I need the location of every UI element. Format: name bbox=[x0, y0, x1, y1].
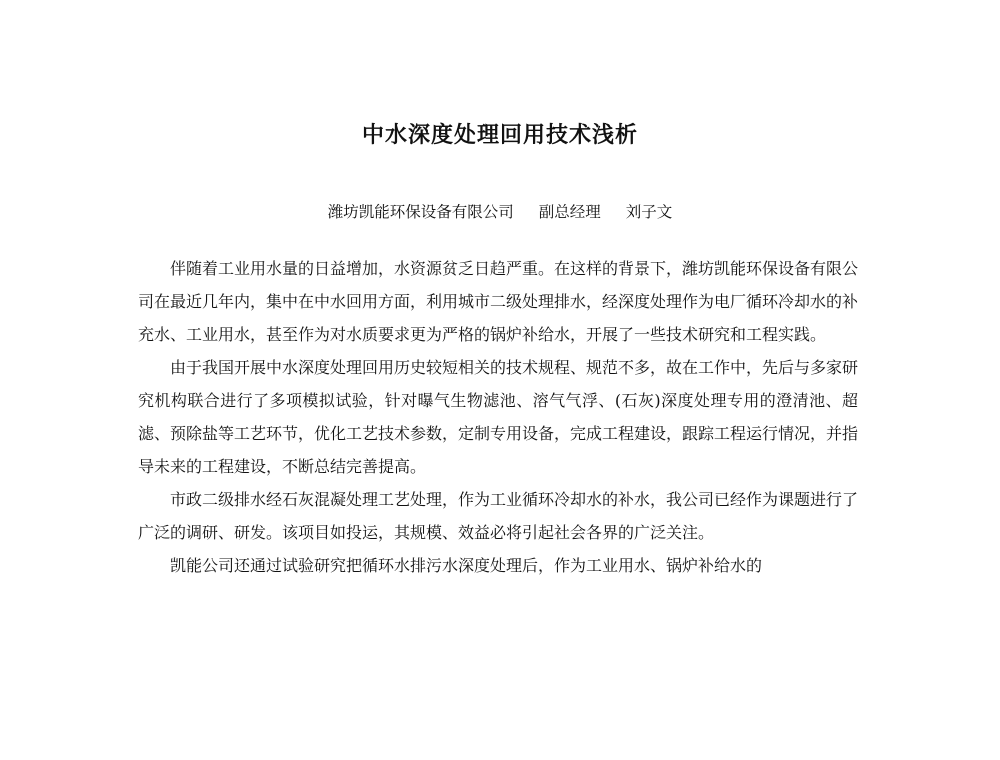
byline-company: 潍坊凯能环保设备有限公司 bbox=[327, 203, 514, 221]
paragraph-3: 市政二级排水经石灰混凝处理工艺处理，作为工业循环冷却水的补水，我公司已经作为课题进行了广泛的调研、研发。该项目如投运，其规模、效益必将引起社会各界的广泛关注。 bbox=[138, 490, 859, 542]
document-body bbox=[138, 252, 858, 582]
paragraph-1: 伴随着工业用水量的日益增加，水资源贫乏日趋严重。在这样的背景下，潍坊凯能环保设备有限公司在最近几年内，集中在中水回用方面，利用城市二级处理排水，经深度处理作为电厂循环冷却水的补充水、工业用水，甚至作为对水质要求更为严格的锅炉补给水，开展了一些技术研究和工程实践。 bbox=[138, 259, 859, 344]
paragraph-4: 凯能公司还通过试验研究把循环水排污水深度处理后，作为工业用水、锅炉补给水的 bbox=[170, 556, 763, 575]
paragraph-2: 由于我国开展中水深度处理回用历史较短相关的技术规程、规范不多，故在工作中，先后与多家研究机构联合进行了多项模拟试验，针对曝气生物滤池、溶气气浮、(石灰)深度处理专用的澄清池、超滤、预除盐等工艺环节，优化工艺技术参数，定制专用设备，完成工程建设，跟踪工程运行情况，并指导未来的工程建设，不断总结完善提高。 bbox=[138, 358, 859, 476]
byline-author: 刘子文 bbox=[625, 203, 673, 221]
document-title: 中水深度处理回用技术浅析 bbox=[361, 122, 638, 148]
byline-position: 副总经理 bbox=[538, 203, 601, 221]
byline bbox=[0, 200, 1000, 222]
